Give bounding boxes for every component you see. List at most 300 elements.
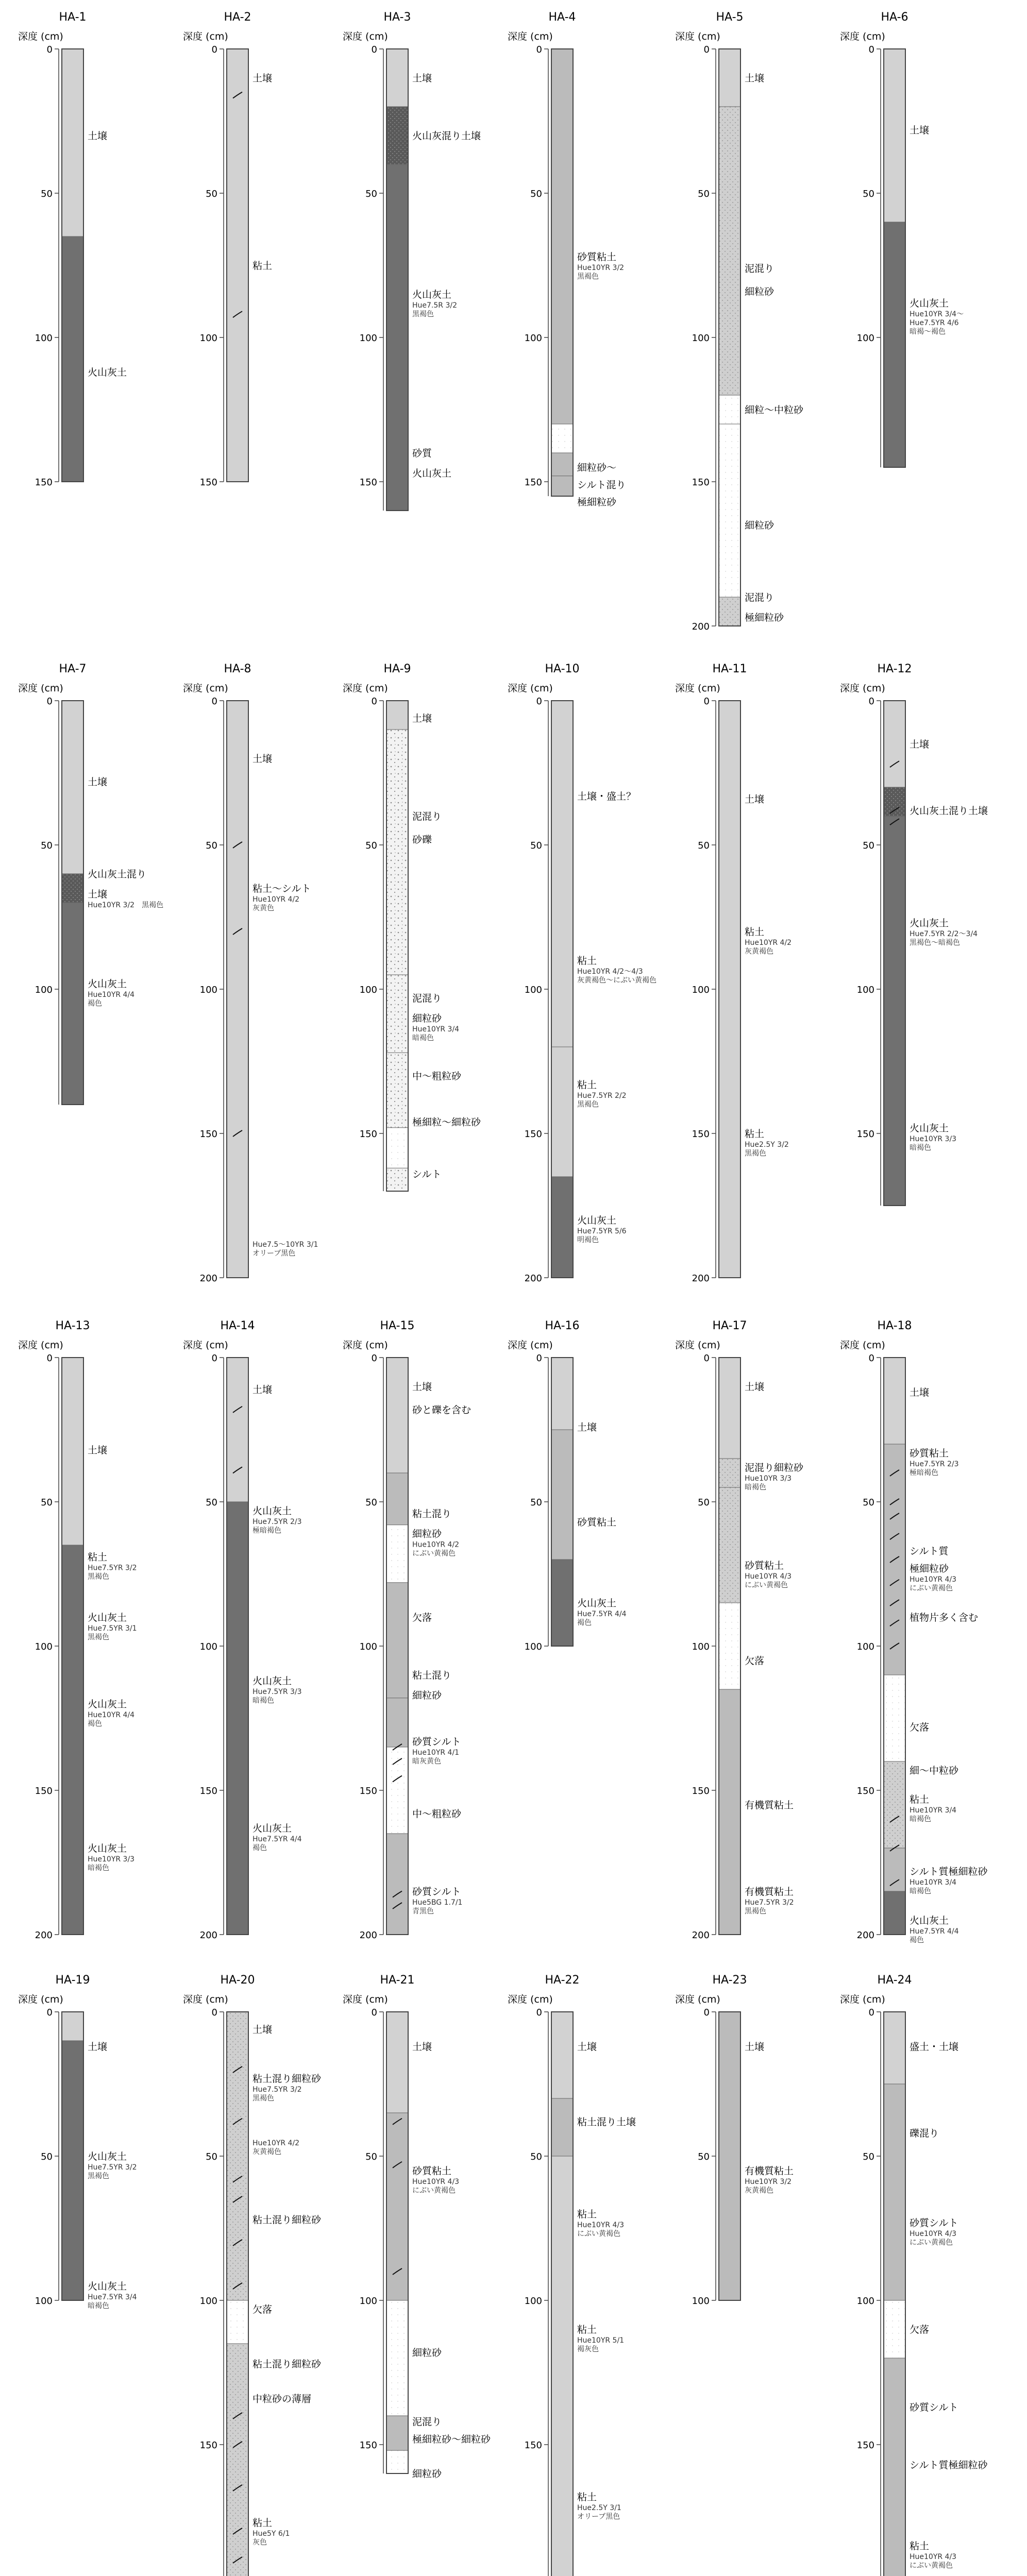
layer-sublabel: Hue2.5Y 3/2 — [745, 1141, 789, 1149]
depth-tick-label: 50 — [698, 1497, 710, 1508]
layer-sublabel: にぶい黄褐色 — [910, 2562, 953, 2570]
depth-tick-label: 0 — [211, 44, 217, 55]
layer-sublabel: 極暗褐色 — [910, 1468, 938, 1477]
column-id: HA-24 — [877, 1974, 912, 1987]
layer-soil — [884, 49, 905, 222]
layer-label: 粘土混り細粒砂 — [252, 2073, 322, 2084]
depth-tick-label: 50 — [530, 2151, 542, 2162]
layer-label: 土壌 — [252, 73, 273, 84]
depth-tick-label: 0 — [868, 1353, 874, 1364]
layer-sand — [719, 395, 740, 424]
layer-sublabel: Hue10YR 4/2 — [252, 2139, 300, 2147]
layer-label: 泥混り — [412, 811, 442, 822]
layer-sand — [719, 1603, 740, 1689]
layer-sublabel: Hue5BG 1.7/1 — [412, 1899, 463, 1907]
column-ha-8 — [183, 663, 318, 1284]
layer-sublabel: Hue10YR 3/3 — [88, 1855, 135, 1863]
layer-label: 粘土 — [745, 1128, 765, 1140]
layer-sublabel: 暗灰黄色 — [412, 1757, 441, 1766]
layer-sublabel: 褐灰色 — [577, 2345, 599, 2353]
layer-sublabel: 黒褐色 — [88, 2172, 109, 2180]
column-id: HA-22 — [545, 1974, 580, 1987]
layer-sublabel: 黒褐色～暗褐色 — [910, 939, 960, 947]
column-id: HA-14 — [220, 1319, 255, 1332]
depth-tick-label: 150 — [199, 1129, 217, 1140]
layer-sand — [386, 2450, 408, 2473]
layer-label: 砂質シルト — [412, 1736, 461, 1748]
layer-soil — [551, 701, 573, 1047]
layer-label: 極細粒砂 — [910, 1563, 949, 1574]
depth-axis-title: 深度 (cm) — [508, 683, 553, 694]
layer-label: 土壌 — [88, 2041, 108, 2053]
layer-sublabel: 灰黄褐色 — [745, 947, 773, 956]
column-id: HA-8 — [224, 663, 251, 675]
depth-tick-label: 0 — [371, 2007, 377, 2018]
layer-soil — [551, 2012, 573, 2098]
depth-axis-title: 深度 (cm) — [840, 683, 885, 694]
depth-tick-label: 150 — [524, 477, 542, 488]
column-id: HA-7 — [59, 663, 87, 675]
layer-label: 粘土混り細粒砂 — [252, 2359, 322, 2370]
layer-soil — [719, 701, 740, 1278]
layer-sublabel: Hue10YR 4/2～4/3 — [577, 968, 643, 976]
layer-sublabel: 暗褐色 — [88, 1864, 109, 1872]
layer-sandy-clay — [884, 2084, 905, 2300]
column-ha-2 — [183, 11, 272, 488]
layer-sublabel: 灰黄色 — [252, 904, 274, 912]
layer-label: 粘土 — [577, 955, 597, 967]
layer-sublabel: Hue7.5YR 3/2 — [745, 1899, 794, 1907]
depth-tick-label: 100 — [199, 985, 217, 995]
layer-sandy-clay — [551, 1430, 573, 1560]
depth-axis-title: 深度 (cm) — [840, 1994, 885, 2005]
layer-sublabel: 暗褐色 — [88, 2302, 109, 2310]
layer-label: 土壌 — [412, 73, 432, 84]
layer-label: 欠落 — [745, 1655, 765, 1667]
layer-label: 欠落 — [412, 1612, 432, 1623]
layer-sublabel: オリーブ黒色 — [577, 2512, 620, 2521]
column-id: HA-17 — [712, 1319, 747, 1332]
column-ha-6 — [840, 11, 964, 467]
layer-label: 泥混り — [412, 2416, 442, 2428]
layer-label: 火山灰土 — [88, 1612, 127, 1623]
layer-soil — [62, 2012, 83, 2041]
depth-tick-label: 50 — [530, 1497, 542, 1508]
layer-sublabel: Hue7.5YR 2/3 — [910, 1460, 959, 1468]
layer-sand — [551, 424, 573, 453]
layer-sublabel: 黒褐色 — [577, 273, 599, 281]
depth-tick-label: 100 — [856, 1641, 874, 1652]
layer-sublabel: Hue7.5YR 4/4 — [910, 1927, 959, 1936]
layer-label: 有機質粘土 — [745, 2165, 794, 2177]
layer-label: 盛土・土壌 — [910, 2041, 959, 2053]
depth-tick-label: 100 — [199, 1641, 217, 1652]
depth-tick-label: 100 — [359, 333, 377, 344]
layer-sublabel: 暗褐色 — [252, 1697, 274, 1705]
depth-tick-label: 100 — [359, 985, 377, 995]
layer-label: 粘土 — [252, 260, 273, 272]
column-ha-5 — [675, 11, 804, 632]
layer-sublabel: Hue7.5YR 3/2 — [88, 1564, 137, 1572]
depth-tick-label: 100 — [692, 985, 710, 995]
depth-tick-label: 50 — [698, 189, 710, 199]
layer-label: 砂質 — [412, 448, 432, 459]
layer-volcanic-ash — [386, 164, 408, 511]
depth-tick-label: 200 — [692, 621, 710, 632]
layer-label: 火山灰土 — [577, 1598, 617, 1609]
layer-sublabel: Hue10YR 4/3 — [910, 1575, 957, 1584]
depth-axis-title: 深度 (cm) — [183, 31, 228, 42]
depth-tick-label: 0 — [46, 1353, 53, 1364]
depth-tick-label: 150 — [199, 1786, 217, 1797]
layer-sublabel: 灰黄褐色 — [252, 2148, 281, 2156]
layer-label: 土壌 — [745, 1381, 765, 1393]
column-ha-15 — [343, 1319, 471, 1941]
layer-label: 砂質シルト — [412, 1886, 461, 1897]
depth-tick-label: 0 — [371, 44, 377, 55]
depth-tick-label: 100 — [692, 2296, 710, 2307]
depth-tick-label: 150 — [35, 477, 53, 488]
layer-label: 泥混り — [745, 592, 775, 603]
depth-axis-title: 深度 (cm) — [675, 31, 720, 42]
layer-sublabel: Hue10YR 3/4 — [910, 1878, 957, 1887]
layer-label: 細粒砂 — [745, 520, 775, 531]
layer-sublabel: 暗褐色 — [910, 1815, 931, 1823]
layer-label: 火山灰土 — [88, 2151, 127, 2162]
layer-label: 細粒～中粒砂 — [745, 404, 804, 416]
depth-axis-title: 深度 (cm) — [18, 683, 63, 694]
layer-sandy-clay — [719, 2012, 740, 2300]
layer-sublabel: にぶい黄褐色 — [577, 2230, 620, 2238]
layer-label: 粘土混り — [412, 1670, 452, 1681]
layer-sand — [386, 1747, 408, 1834]
layer-sublabel: Hue10YR 3/2 — [577, 264, 625, 273]
layer-sand — [884, 1675, 905, 1761]
column-id: HA-23 — [712, 1974, 747, 1987]
layer-label: 火山灰土 — [577, 1215, 617, 1226]
depth-tick-label: 150 — [524, 2440, 542, 2451]
layer-label: 細粒砂～ — [577, 462, 617, 473]
layer-label: 土壌 — [88, 130, 108, 142]
layer-volcanic-ash — [551, 1177, 573, 1278]
depth-tick-label: 100 — [692, 1641, 710, 1652]
layer-sandy-clay — [386, 1583, 408, 1698]
layer-sublabel: 暗褐色 — [910, 1887, 931, 1895]
layer-sandy-clay — [884, 1848, 905, 1891]
column-ha-1 — [18, 11, 127, 488]
layer-label: 極細粒～細粒砂 — [412, 1116, 481, 1128]
column-ha-24 — [840, 1974, 988, 2576]
layer-label: 砂と礫を含む — [412, 1404, 472, 1416]
depth-tick-label: 150 — [692, 1786, 710, 1797]
layer-muddy-sand — [719, 107, 740, 395]
layer-sand — [884, 2300, 905, 2358]
layer-sublabel: Hue7.5YR 4/4 — [252, 1835, 302, 1843]
layer-label: 中～粗粒砂 — [412, 1808, 462, 1820]
depth-tick-label: 100 — [692, 333, 710, 344]
layer-sublabel: Hue10YR 4/3 — [745, 1572, 792, 1581]
layer-gravel — [386, 1053, 408, 1128]
layer-sublabel: 黒褐色 — [412, 310, 434, 318]
depth-tick-label: 50 — [863, 2151, 874, 2162]
layer-label: 土壌 — [252, 753, 273, 765]
layer-volcanic-ash — [884, 1891, 905, 1935]
column-id: HA-21 — [380, 1974, 415, 1987]
layer-sublabel: Hue10YR 4/2 — [252, 895, 300, 904]
layer-sublabel: Hue10YR 3/2 黒褐色 — [88, 901, 164, 910]
depth-tick-label: 100 — [35, 333, 53, 344]
depth-tick-label: 0 — [536, 2007, 542, 2018]
layer-label: 粘土混り細粒砂 — [252, 2214, 322, 2226]
depth-tick-label: 50 — [698, 2151, 710, 2162]
depth-tick-label: 50 — [206, 840, 217, 851]
layer-sublabel: 明褐色 — [577, 1236, 599, 1244]
layer-sublabel: Hue10YR 3/4 — [910, 1806, 957, 1815]
layer-label: 粘土混り — [412, 1508, 452, 1520]
layer-sand — [227, 2300, 248, 2344]
layer-sandy-clay — [386, 1698, 408, 1747]
layer-label: 火山灰土 — [252, 1675, 292, 1687]
depth-tick-label: 150 — [359, 477, 377, 488]
layer-label: シルト — [412, 1168, 442, 1180]
layer-label: 砂質シルト — [910, 2402, 958, 2414]
layer-sandy-clay — [551, 453, 573, 476]
column-ha-21 — [343, 1974, 491, 2480]
layer-soil — [719, 1358, 740, 1459]
layer-sublabel: Hue10YR 3/3 — [745, 1474, 792, 1483]
layer-label: 細粒砂 — [412, 1528, 442, 1540]
layer-muddy-sand — [719, 1459, 740, 1487]
layer-soil — [551, 1358, 573, 1430]
layer-label: 粘土 — [88, 1551, 108, 1563]
layer-label: 火山灰土 — [88, 978, 127, 990]
depth-tick-label: 50 — [365, 2151, 377, 2162]
depth-tick-label: 0 — [211, 696, 217, 707]
layer-label: 砂質粘土 — [577, 251, 617, 263]
depth-axis-title: 深度 (cm) — [508, 1340, 553, 1351]
depth-tick-label: 0 — [211, 1353, 217, 1364]
layer-sandy-clay — [386, 2113, 408, 2300]
layer-label: 粘土 — [745, 926, 765, 938]
depth-tick-label: 200 — [359, 1930, 377, 1941]
depth-tick-label: 50 — [863, 189, 874, 199]
layer-label: 極細粒砂～細粒砂 — [412, 2433, 491, 2445]
depth-tick-label: 150 — [35, 1786, 53, 1797]
layer-label: 礫混り — [910, 2128, 939, 2140]
layer-soil — [386, 1358, 408, 1473]
layer-label: 土壌 — [910, 124, 930, 136]
depth-tick-label: 50 — [698, 840, 710, 851]
column-id: HA-19 — [55, 1974, 90, 1987]
depth-tick-label: 100 — [35, 985, 53, 995]
depth-tick-label: 50 — [206, 1497, 217, 1508]
depth-axis-title: 深度 (cm) — [343, 683, 388, 694]
layer-sublabel: 褐色 — [88, 1720, 102, 1728]
layer-sublabel: 灰色 — [252, 2538, 267, 2547]
layer-sandy-clay — [551, 2098, 573, 2156]
columns-layer — [18, 11, 988, 2576]
layer-label: 泥混り — [745, 263, 775, 275]
layer-sublabel: 黒褐色 — [745, 1907, 766, 1916]
depth-tick-label: 200 — [856, 1930, 874, 1941]
layer-soil — [551, 1047, 573, 1177]
depth-tick-label: 50 — [863, 1497, 874, 1508]
layer-sand — [386, 1128, 408, 1168]
layer-sublabel: Hue10YR 3/2 — [745, 2178, 792, 2186]
column-id: HA-2 — [224, 11, 251, 24]
depth-axis-title: 深度 (cm) — [840, 1340, 885, 1351]
layer-volcanic-ash — [884, 222, 905, 467]
layer-label: 土壌 — [910, 1387, 930, 1399]
layer-soil — [551, 2156, 573, 2576]
depth-tick-label: 0 — [868, 696, 874, 707]
layer-label: 火山灰土 — [910, 1122, 949, 1134]
layer-label: 土壌 — [577, 1421, 597, 1433]
column-ha-9 — [343, 663, 481, 1191]
depth-axis-title: 深度 (cm) — [675, 683, 720, 694]
layer-label: 泥混り細粒砂 — [745, 1462, 804, 1473]
depth-tick-label: 200 — [199, 1930, 217, 1941]
layer-label: 粘土 — [252, 2517, 273, 2529]
layer-sublabel: 黒褐色 — [88, 1633, 109, 1641]
layer-label: 有機質粘土 — [745, 1886, 794, 1897]
depth-tick-label: 0 — [371, 696, 377, 707]
depth-tick-label: 150 — [856, 2440, 874, 2451]
depth-tick-label: 200 — [35, 1930, 53, 1941]
depth-tick-label: 50 — [530, 189, 542, 199]
layer-soil — [62, 1358, 83, 1545]
depth-axis-title: 深度 (cm) — [840, 31, 885, 42]
layer-sand — [719, 424, 740, 597]
column-ha-17 — [675, 1319, 804, 1941]
layer-sublabel: Hue7.5R 3/2 — [412, 301, 457, 310]
depth-tick-label: 100 — [199, 2296, 217, 2307]
depth-tick-label: 0 — [703, 2007, 710, 2018]
layer-label: 火山灰土 — [252, 1505, 292, 1517]
depth-axis-title: 深度 (cm) — [675, 1340, 720, 1351]
column-id: HA-11 — [712, 663, 747, 675]
layer-volcanic-ash — [62, 2041, 83, 2300]
layer-label: シルト質極細粒砂 — [910, 2460, 988, 2471]
depth-tick-label: 200 — [692, 1273, 710, 1284]
depth-tick-label: 50 — [530, 840, 542, 851]
depth-tick-label: 100 — [524, 333, 542, 344]
layer-label: 土壌 — [910, 739, 930, 750]
layer-label: 細粒砂 — [745, 286, 775, 298]
layer-muddy-sand — [719, 597, 740, 626]
layer-sublabel: Hue10YR 4/3 — [577, 2221, 625, 2229]
layer-label: 火山灰土 — [252, 1822, 292, 1834]
column-ha-19 — [18, 1974, 137, 2310]
layer-sublabel: Hue7.5YR 3/2 — [252, 2085, 302, 2094]
layer-label: 土壌 — [745, 2041, 765, 2053]
depth-tick-label: 100 — [524, 1641, 542, 1652]
column-id: HA-10 — [545, 663, 580, 675]
layer-soil — [227, 1358, 248, 1502]
depth-tick-label: 100 — [199, 333, 217, 344]
layer-sublabel: 灰黄褐色～にぶい黄褐色 — [577, 976, 656, 985]
layer-soil — [227, 701, 248, 1278]
column-ha-3 — [343, 11, 481, 511]
column-id: HA-5 — [716, 11, 744, 24]
layer-label: 欠落 — [910, 1721, 930, 1733]
depth-axis-title: 深度 (cm) — [508, 31, 553, 42]
layer-label: 植物片多く含む — [910, 1612, 979, 1623]
layer-label: 中粒砂の薄層 — [252, 2393, 312, 2405]
depth-tick-label: 150 — [692, 1129, 710, 1140]
layer-gravel — [386, 1168, 408, 1191]
layer-soil — [62, 49, 83, 236]
layer-sublabel: 暗褐色 — [745, 1483, 766, 1492]
layer-label: 土壌 — [412, 713, 432, 724]
layer-label: 粘土～シルト — [252, 883, 311, 894]
layer-sublabel: にぶい黄褐色 — [412, 2187, 456, 2195]
layer-sublabel: Hue10YR 4/3 — [910, 2229, 957, 2238]
layer-sublabel: 黒褐色 — [745, 1149, 766, 1158]
depth-tick-label: 0 — [703, 696, 710, 707]
layer-label: シルト混り — [577, 479, 626, 491]
layer-sublabel: 褐色 — [910, 1936, 924, 1944]
layer-label: 有機質粘土 — [745, 1800, 794, 1811]
layer-sublabel: Hue7.5YR 4/6 — [910, 318, 959, 327]
layer-sandy-clay — [551, 49, 573, 424]
depth-tick-label: 150 — [199, 2440, 217, 2451]
layer-label: 土壌 — [252, 2024, 273, 2036]
layer-sublabel: Hue7.5YR 4/4 — [577, 1610, 627, 1618]
depth-tick-label: 100 — [359, 1641, 377, 1652]
depth-tick-label: 200 — [524, 1273, 542, 1284]
depth-tick-label: 0 — [46, 696, 53, 707]
column-ha-12 — [840, 663, 988, 1206]
layer-label: 砂質粘土 — [745, 1560, 784, 1572]
layer-gravel — [386, 730, 408, 975]
column-id: HA-20 — [220, 1974, 255, 1987]
layer-muddy-sand — [719, 1487, 740, 1603]
layer-label: 火山灰土 — [88, 1843, 127, 1854]
depth-tick-label: 100 — [524, 2296, 542, 2307]
column-id: HA-6 — [881, 11, 908, 24]
layer-volcanic-ash — [551, 1560, 573, 1646]
column-id: HA-4 — [548, 11, 576, 24]
layer-label: 中～粗粒砂 — [412, 1071, 462, 1082]
depth-tick-label: 0 — [536, 1353, 542, 1364]
depth-tick-label: 50 — [41, 1497, 53, 1508]
layer-label: 極細粒砂 — [577, 497, 617, 509]
depth-axis-title: 深度 (cm) — [183, 1340, 228, 1351]
layer-sand — [386, 1525, 408, 1583]
column-ha-13 — [18, 1319, 137, 1941]
layer-muddy-sand — [227, 2012, 248, 2300]
depth-tick-label: 100 — [35, 2296, 53, 2307]
layer-muddy-sand — [884, 1761, 905, 1848]
layer-label: 粘土 — [577, 2491, 597, 2503]
depth-tick-label: 50 — [206, 2151, 217, 2162]
layer-label: 火山灰土 — [910, 918, 949, 929]
layer-label: 細～中粒砂 — [910, 1765, 959, 1776]
layer-sandy-ash — [62, 874, 83, 903]
column-id: HA-12 — [877, 663, 912, 675]
layer-sublabel: にぶい黄褐色 — [910, 2238, 953, 2247]
layer-label: 細粒砂 — [412, 2468, 442, 2480]
layer-label: 土壌 — [745, 73, 765, 84]
layer-sublabel: Hue10YR 4/2 — [412, 1540, 460, 1549]
layer-muddy-sand — [227, 2344, 248, 2576]
layer-label: 火山灰土 — [88, 1699, 127, 1710]
layer-label: 土壌 — [412, 1381, 432, 1393]
column-ha-23 — [675, 1974, 794, 2307]
layer-sublabel: 黒褐色 — [577, 1100, 599, 1109]
layer-sublabel: Hue7.5～10YR 3/1 — [252, 1240, 318, 1249]
